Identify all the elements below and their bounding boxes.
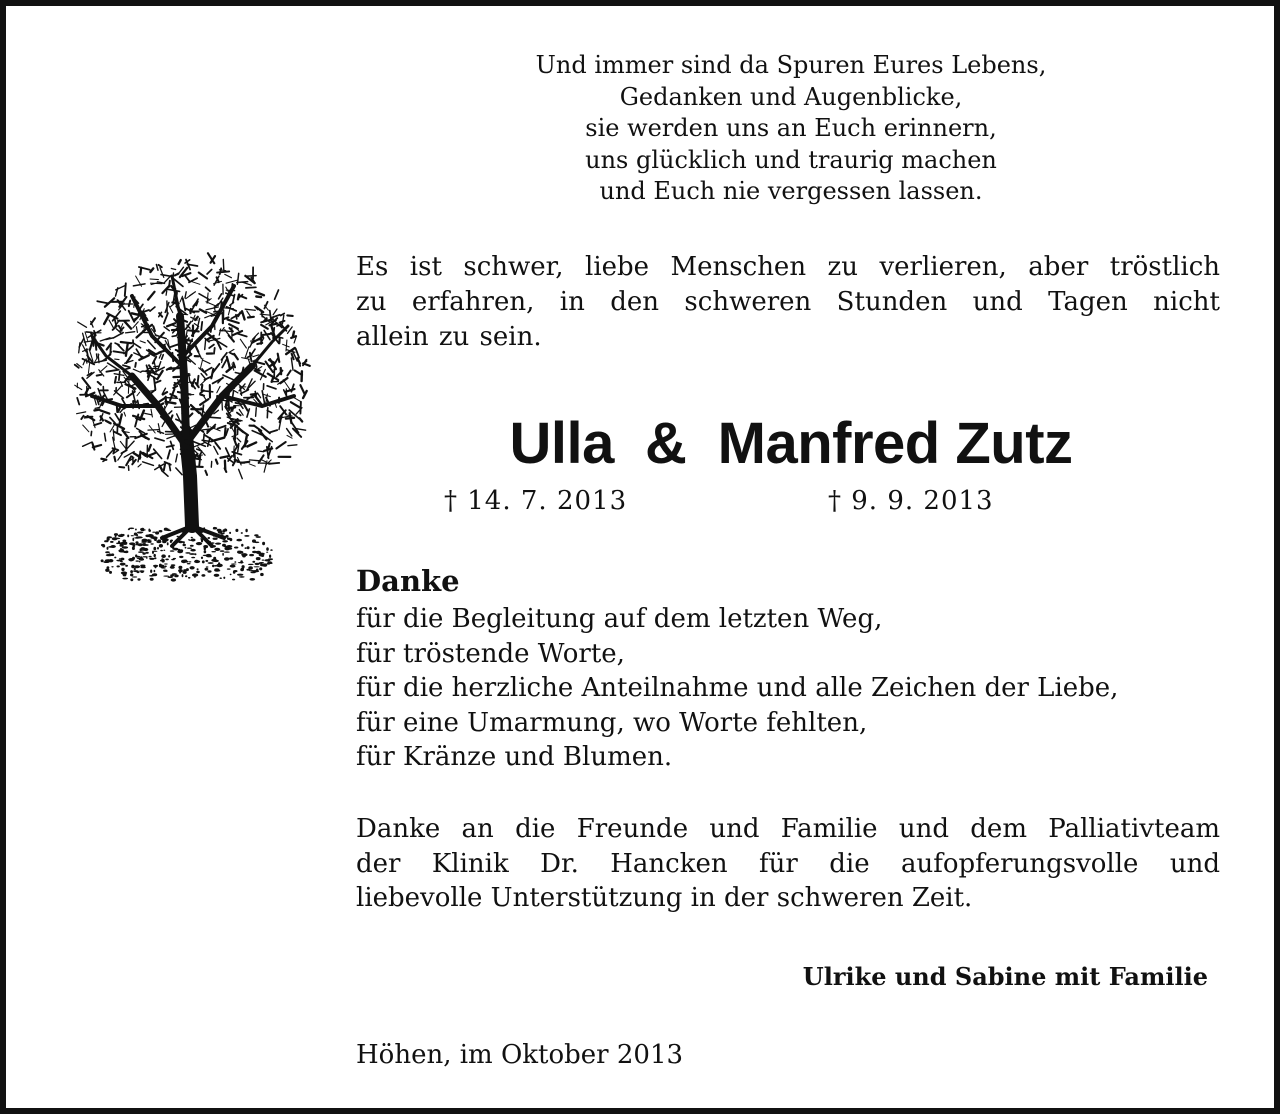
poem-line: Gedanken und Augenblicke, xyxy=(619,82,963,111)
deceased-names: Ulla & Manfred Zutz xyxy=(509,411,1073,476)
thanks-extra-paragraph xyxy=(356,812,1220,916)
thanks-extra-line: liebevolle Unterstützung in der schweren Zeit. xyxy=(356,883,973,913)
poem-line: Und immer sind da Spuren Eures Lebens, xyxy=(535,51,1047,79)
thanks-line: für die Begleitung auf dem letzten Weg, xyxy=(356,604,883,634)
signature: Ulrike und Sabine mit Familie xyxy=(802,962,1208,991)
intro-line: Es ist schwer, liebe Menschen zu verlieren, aber tröstlich xyxy=(356,252,1220,282)
poem-line: uns glücklich und traurig machen xyxy=(585,145,997,174)
thanks-extra-line: Danke an die Freunde und Familie und dem Palliativteam xyxy=(356,814,1220,844)
place-date: Höhen, im Oktober 2013 xyxy=(356,1040,684,1070)
thanks-list xyxy=(356,602,1118,775)
intro-paragraph xyxy=(356,250,1220,355)
death-date-manfred: † 9. 9. 2013 xyxy=(828,486,994,516)
thanks-line: für tröstende Worte, xyxy=(356,638,625,669)
thanks-line: für die herzliche Anteilnahme und alle Zeichen der Liebe, xyxy=(356,673,1119,704)
tree-icon xyxy=(62,246,322,596)
thanks-extra-line: der Klinik Dr. Hancken für die aufopferungsvolle und xyxy=(356,848,1220,879)
intro-line: zu erfahren, in den schweren Stunden und Tagen nicht xyxy=(356,287,1220,317)
poem xyxy=(386,50,1196,208)
intro-line: allein zu sein. xyxy=(356,322,542,352)
thanks-line: für eine Umarmung, wo Worte fehlten, xyxy=(356,707,868,738)
death-date-ulla: † 14. 7. 2013 xyxy=(444,486,628,516)
poem-line: sie werden uns an Euch erinnern, xyxy=(585,114,997,142)
thanks-line: für Kränze und Blumen. xyxy=(356,742,673,773)
thanks-heading: Danke xyxy=(356,564,460,598)
poem-line: und Euch nie vergessen lassen. xyxy=(599,177,983,205)
